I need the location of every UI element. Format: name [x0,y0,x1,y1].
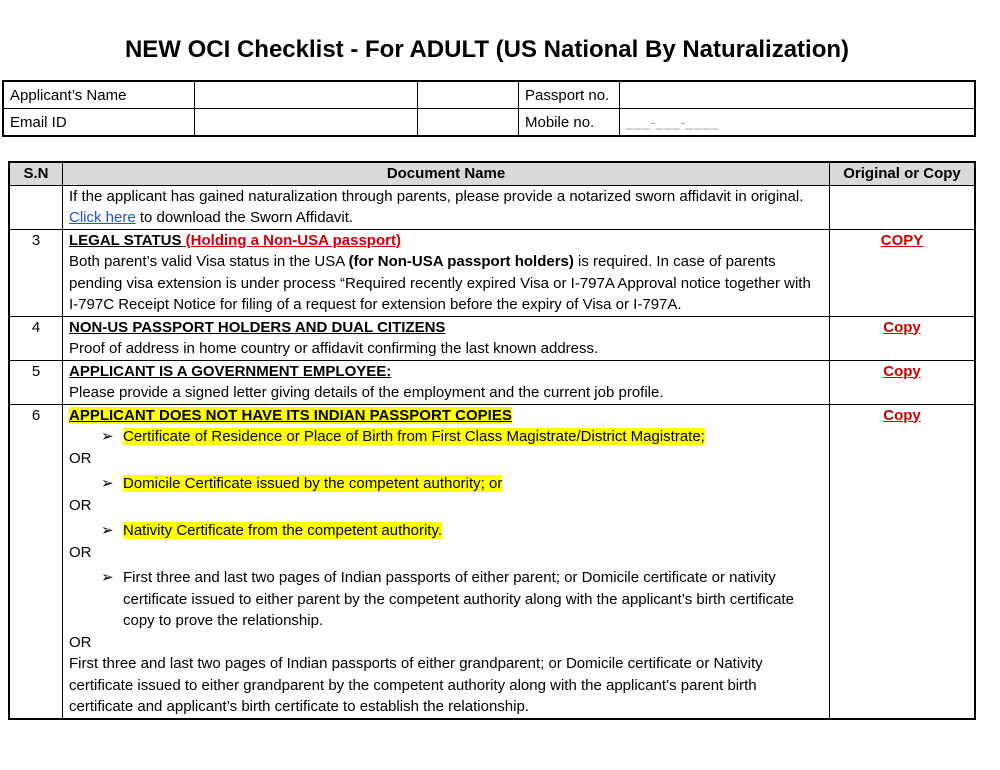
table-row [9,404,975,719]
table-header-row [9,162,975,185]
list-item: ➢ First three and last two pages of Indian passports of either parent; or Domicile certificate or nativity certificate issued to either parent by the competent authority along with the applicant’s birth certificate copy to prove the relationship. [101,569,794,629]
list-item: ➢ Domicile Certificate issued by the competent authority; or [69,473,823,495]
table-row [9,360,975,404]
page-title: NEW OCI Checklist - For ADULT (US National By Naturalization) [124,36,850,63]
table-row [9,185,975,229]
status-badge: Copy [883,318,921,336]
mobile-placeholder: ___-___-____ [626,114,719,130]
arrow-bullet-icon: ➢ [101,569,114,586]
click-here-link[interactable]: Click here [69,209,136,226]
row-heading: NON-US PASSPORT HOLDERS AND DUAL CITIZENS [69,318,446,336]
status-badge: Copy [883,362,921,380]
passport-label: Passport no. [519,81,620,109]
status-badge: COPY [880,231,924,249]
doc-cell: NON-US PASSPORT HOLDERS AND DUAL CITIZENS Proof of address in home country or affidavit confirming the last known address. [63,316,830,360]
email-field-extra[interactable] [418,109,519,137]
row-sn: 5 [9,360,63,404]
applicant-name-field-extra[interactable] [418,81,519,109]
applicant-info-table [2,80,976,137]
status-badge: Copy [883,406,921,424]
document-checklist-table [8,161,976,720]
mobile-field[interactable] [620,109,976,137]
row-heading: APPLICANT DOES NOT HAVE ITS INDIAN PASSPORT COPIES [69,406,512,424]
header-sn: S.N [9,162,63,185]
arrow-bullet-icon: ➢ [101,475,114,492]
info-row-name [3,81,975,109]
passport-field[interactable] [620,81,976,109]
list-item: ➢ Certificate of Residence or Place of Birth from First Class Magistrate/District Magistrate; [69,426,823,448]
list-item: ➢ Nativity Certificate from the competent authority. [69,520,823,542]
header-document-name: Document Name [63,162,830,185]
row-heading: APPLICANT IS A GOVERNMENT EMPLOYEE: [69,362,392,380]
doc-cell: LEGAL STATUS (Holding a Non-USA passport) Both parent’s valid Visa status in the USA (for Non-USA passport holders) is required. In case of parents pending visa extension is under process “Required recently expired Visa or I-797A Approval notice together with I-797C Receipt Notice for filing of a request for extension before the expiry of Visa or I-797A. [63,229,830,316]
table-row [9,229,975,316]
doc-cell: APPLICANT IS A GOVERNMENT EMPLOYEE: Please provide a signed letter giving details of the employment and the current job profile. [63,360,830,404]
row-sn: 6 [9,404,63,719]
doc-cell: If the applicant has gained naturalization through parents, please provide a notarized sworn affidavit in original. Click here to download the Sworn Affidavit. [63,185,830,229]
doc-cell: APPLICANT DOES NOT HAVE ITS INDIAN PASSPORT COPIES ➢ Certificate of Residence or Place of Birth from First Class Magistrate/District Magistrate; OR ➢ Domicile Certificate issued by the competent authority; or OR ➢ Nativity Certificate from the competent authority. OR ➢ First three and last two pages of Indian passports of either parent; or Domicile certificate or nativity certificate issued to either parent by the competent authority along with the applicant’s birth certificate copy to prove the relationship. OR First three and last two pages of Indian passports of either grandparent; or Domicile certificate or Nativity certificate issued to either grandparent by the competent authority along with the applicant’s parent birth certificate and applicant’s birth certificate to establish the relationship. [63,404,830,719]
mobile-label: Mobile no. [519,109,620,137]
header-original-or-copy: Original or Copy [830,162,976,185]
row-sn: 3 [9,229,63,316]
row-heading: LEGAL STATUS [69,231,182,249]
email-field[interactable] [195,109,418,137]
arrow-bullet-icon: ➢ [101,522,114,539]
info-row-email [3,109,975,137]
table-row [9,316,975,360]
arrow-bullet-icon: ➢ [101,428,114,445]
applicant-name-label: Applicant’s Name [3,81,195,109]
row-sn: 4 [9,316,63,360]
email-label: Email ID [3,109,195,137]
applicant-name-field[interactable] [195,81,418,109]
